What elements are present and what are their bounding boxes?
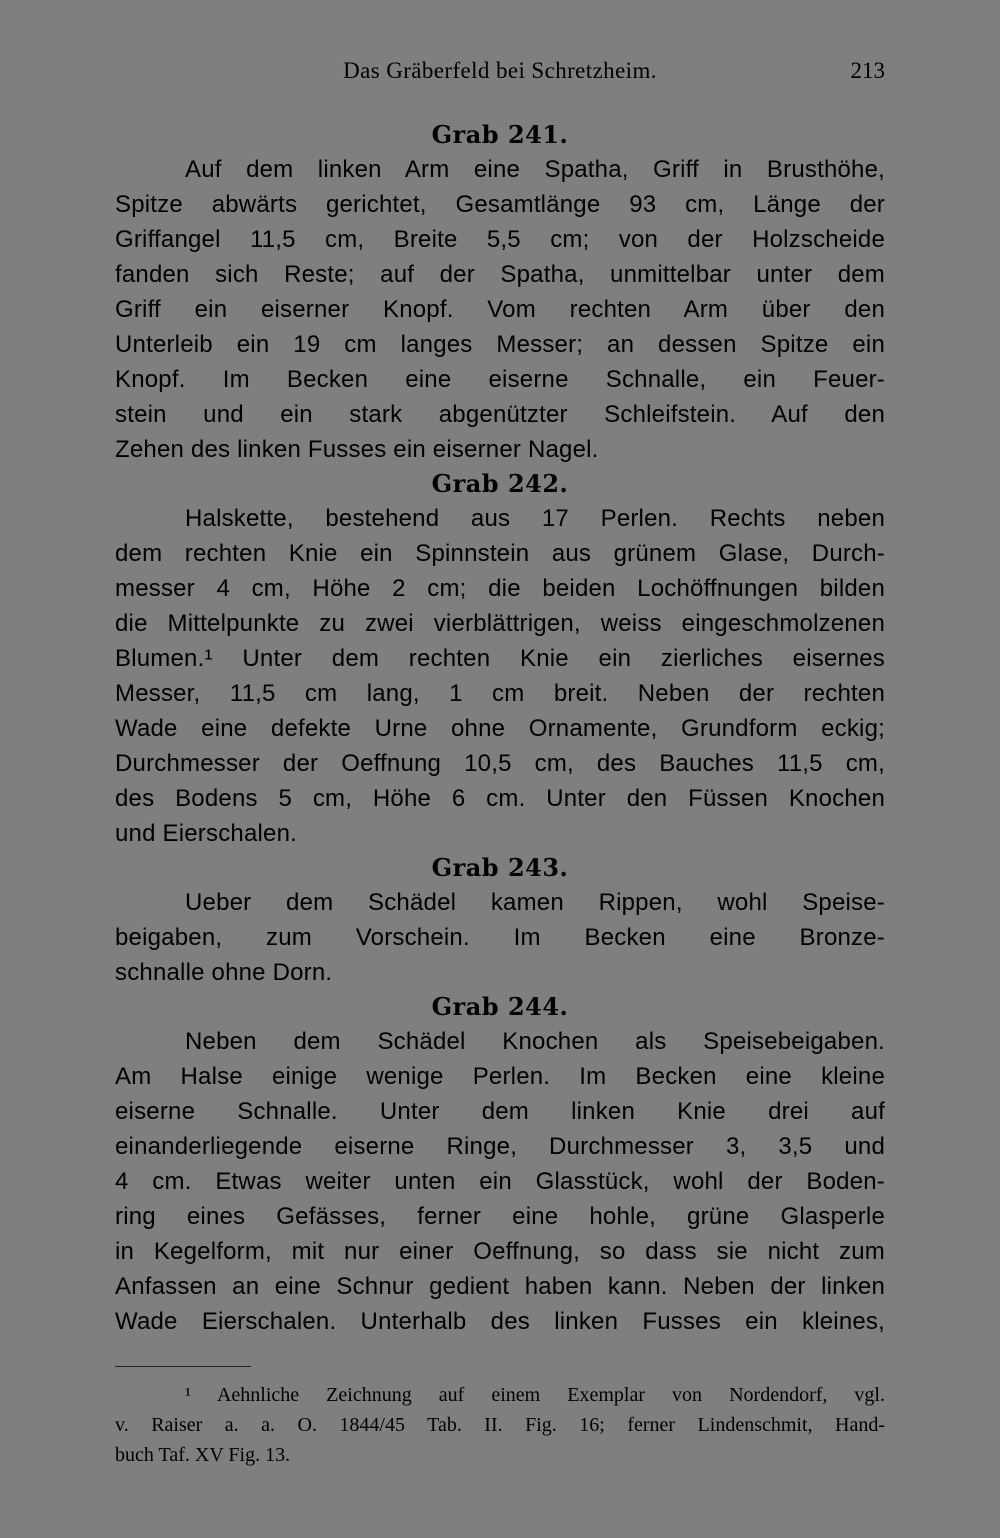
text-line: in Kegelform, mit nur einer Oeffnung, so dass sie nicht zum <box>115 1238 885 1265</box>
running-head <box>115 58 885 98</box>
page-number: 213 <box>850 58 885 83</box>
grab-heading: Grab 241. <box>431 120 569 149</box>
grab-heading: Grab 243. <box>431 853 569 882</box>
footnote <box>115 1380 885 1470</box>
grab-heading: Grab 242. <box>431 469 569 498</box>
text-line: Durchmesser der Oeffnung 10,5 cm, des Bauches 11,5 cm, <box>115 750 885 777</box>
text-line: und Eierschalen. <box>115 820 297 847</box>
grab-paragraph <box>115 885 885 990</box>
text-line: eiserne Schnalle. Unter dem linken Knie drei auf <box>115 1098 885 1125</box>
grab-paragraph <box>115 152 885 467</box>
text-line: messer 4 cm, Höhe 2 cm; die beiden Lochöffnungen bilden <box>115 575 885 602</box>
text-line: Griffangel 11,5 cm, Breite 5,5 cm; von der Holzscheide <box>115 226 885 253</box>
text-line: einanderliegende eiserne Ringe, Durchmesser 3, 3,5 und <box>115 1133 885 1160</box>
text-line: ring eines Gefässes, ferner eine hohle, grüne Glasperle <box>115 1203 885 1230</box>
grab-paragraph <box>115 501 885 851</box>
running-title: Das Gräberfeld bei Schretzheim. <box>343 58 657 83</box>
text-line: Blumen.¹ Unter dem rechten Knie ein zierliches eisernes <box>115 645 885 672</box>
text-line: beigaben, zum Vorschein. Im Becken eine Bronze- <box>115 924 885 951</box>
text-line: die Mittelpunkte zu zwei vierblättrigen, weiss eingeschmolzenen <box>115 610 885 637</box>
page-body <box>115 118 885 1339</box>
text-line: des Bodens 5 cm, Höhe 6 cm. Unter den Füssen Knochen <box>115 785 885 812</box>
text-line: Zehen des linken Fusses ein eiserner Nagel. <box>115 436 599 463</box>
text-line: Anfassen an eine Schnur gedient haben kann. Neben der linken <box>115 1273 885 1300</box>
text-line: Wade eine defekte Urne ohne Ornamente, Grundform eckig; <box>115 715 885 742</box>
text-line: Halskette, bestehend aus 17 Perlen. Rechts neben <box>185 505 885 532</box>
book-page <box>115 0 885 1538</box>
grab-paragraph <box>115 1024 885 1339</box>
text-line: Am Halse einige wenige Perlen. Im Becken eine kleine <box>115 1063 885 1090</box>
text-line: 4 cm. Etwas weiter unten ein Glasstück, wohl der Boden- <box>115 1168 885 1195</box>
text-line: Knopf. Im Becken eine eiserne Schnalle, ein Feuer- <box>115 366 885 393</box>
grab-heading: Grab 244. <box>431 992 569 1021</box>
text-line: Wade Eierschalen. Unterhalb des linken Fusses ein kleines, <box>115 1308 885 1335</box>
text-line: schnalle ohne Dorn. <box>115 959 333 986</box>
text-line: Spitze abwärts gerichtet, Gesamtlänge 93 cm, Länge der <box>115 191 885 218</box>
text-line: Ueber dem Schädel kamen Rippen, wohl Speise- <box>185 889 885 916</box>
footnote-line: ¹ Aehnliche Zeichnung auf einem Exemplar von Nordendorf, vgl. <box>185 1384 885 1406</box>
text-line: Griff ein eiserner Knopf. Vom rechten Arm über den <box>115 296 885 323</box>
text-line: stein und ein stark abgenützter Schleifstein. Auf den <box>115 401 885 428</box>
text-line: Neben dem Schädel Knochen als Speisebeigaben. <box>185 1028 885 1055</box>
text-line: Unterleib ein 19 cm langes Messer; an dessen Spitze ein <box>115 331 885 358</box>
text-line: fanden sich Reste; auf der Spatha, unmittelbar unter dem <box>115 261 885 288</box>
text-line: dem rechten Knie ein Spinnstein aus grünem Glase, Durch- <box>115 540 885 567</box>
footnote-rule <box>115 1366 251 1367</box>
footnote-line: v. Raiser a. a. O. 1844/45 Tab. II. Fig. 16; ferner Lindenschmit, Hand- <box>115 1414 885 1436</box>
text-line: Messer, 11,5 cm lang, 1 cm breit. Neben der rechten <box>115 680 885 707</box>
text-line: Auf dem linken Arm eine Spatha, Griff in Brusthöhe, <box>185 156 885 183</box>
footnote-line: buch Taf. XV Fig. 13. <box>115 1444 291 1466</box>
